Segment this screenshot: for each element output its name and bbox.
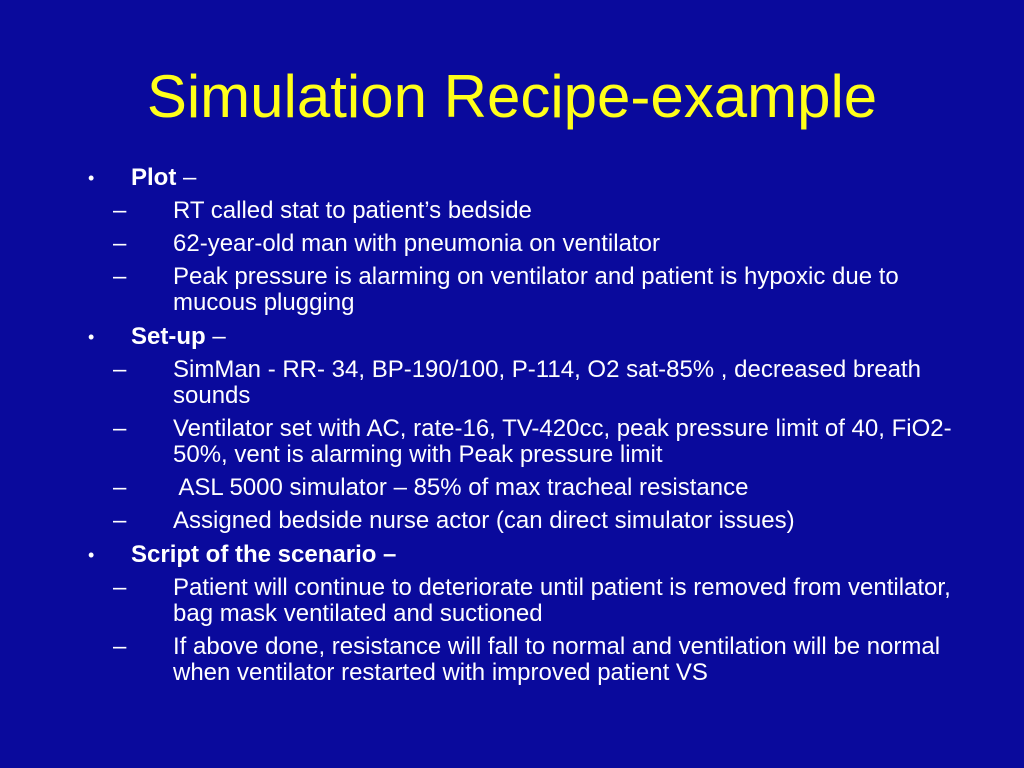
bullet-item — [0, 164, 1024, 198]
sub-item-text: SimMan - RR- 34, BP-190/100, P-114, O2 sat-85% , decreased breath sounds — [173, 356, 921, 409]
sub-item — [0, 264, 1024, 316]
section-heading-label: Set-up — [131, 323, 206, 350]
dash-icon: – — [113, 230, 127, 257]
dash-icon: – — [113, 263, 127, 290]
section-plot — [0, 164, 1024, 316]
sub-item-text: ASL 5000 simulator – 85% of max tracheal resistance — [173, 474, 749, 501]
sub-item — [0, 508, 1024, 534]
sub-item — [0, 475, 1024, 501]
section-heading-label: Script of the scenario – — [131, 541, 397, 568]
section-setup — [0, 323, 1024, 534]
dash-icon: – — [113, 633, 127, 660]
section-heading-label: Plot — [131, 164, 177, 191]
section-script — [0, 541, 1024, 686]
dash-icon: – — [113, 356, 127, 383]
section-heading — [131, 541, 396, 569]
bullet-icon: • — [88, 327, 95, 347]
sub-item-text: Ventilator set with AC, rate-16, TV-420cc, peak pressure limit of 40, FiO2-50%, vent is alarming with Peak pressure limit — [173, 415, 952, 468]
dash-icon: – — [113, 507, 127, 534]
section-heading-suffix: – — [205, 323, 226, 350]
dash-icon: – — [113, 474, 127, 501]
section-heading-suffix: – — [176, 164, 197, 191]
dash-icon: – — [113, 415, 127, 442]
sub-item — [0, 575, 1024, 627]
bullet-item — [0, 541, 1024, 575]
section-heading — [131, 164, 196, 192]
sub-item — [0, 634, 1024, 686]
dash-icon: – — [113, 574, 127, 601]
sub-item — [0, 357, 1024, 409]
sub-item-text: Peak pressure is alarming on ventilator and patient is hypoxic due to mucous plugging — [173, 263, 899, 316]
sub-item — [0, 231, 1024, 257]
section-heading — [131, 323, 226, 351]
sub-item-text: 62-year-old man with pneumonia on ventilator — [173, 230, 660, 257]
sub-item-text: If above done, resistance will fall to normal and ventilation will be normal when ventilator restarted with improved patient VS — [173, 633, 941, 686]
sub-item-text: Patient will continue to deteriorate until patient is removed from ventilator, bag mask ventilated and suctioned — [173, 574, 951, 627]
slide-content — [0, 164, 1024, 693]
slide-title: Simulation Recipe-example — [146, 63, 878, 130]
dash-icon: – — [113, 197, 127, 224]
sub-item-text: RT called stat to patient’s bedside — [173, 197, 532, 224]
bullet-icon: • — [88, 545, 95, 565]
sub-item-text: Assigned bedside nurse actor (can direct simulator issues) — [173, 507, 795, 534]
sub-item — [0, 416, 1024, 468]
bullet-item — [0, 323, 1024, 357]
bullet-icon: • — [88, 168, 95, 188]
sub-item — [0, 198, 1024, 224]
